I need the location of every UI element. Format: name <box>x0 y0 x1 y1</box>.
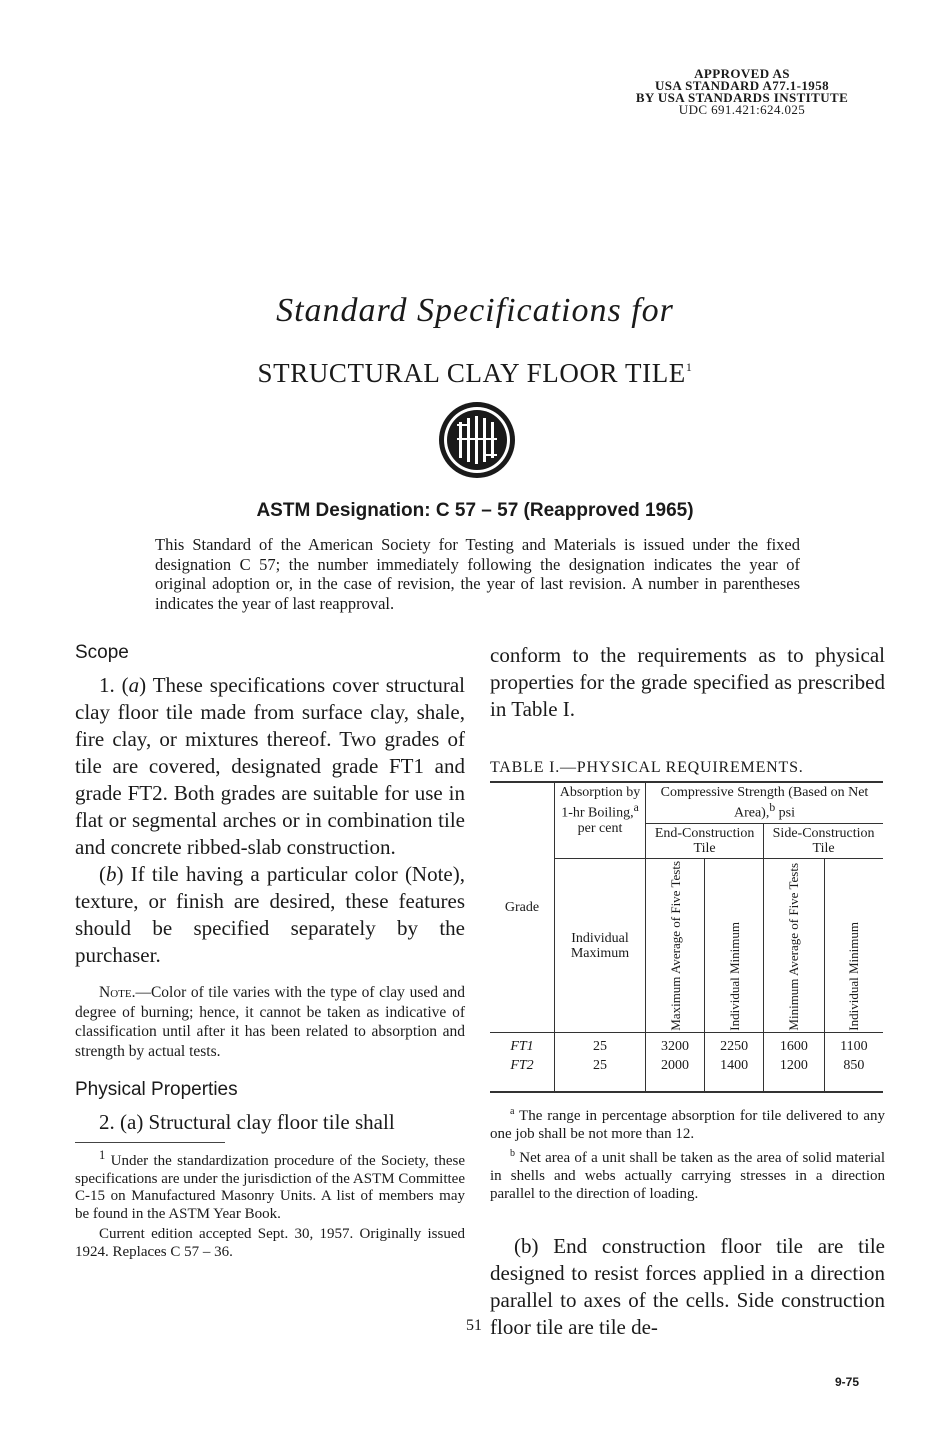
table-footnote-a-text: The range in percentage absorption for tile delivered to any one job shall be not more than 12. <box>490 1108 885 1143</box>
row-1-side-average: 1600 <box>764 1033 825 1057</box>
note-label: Note. <box>99 984 136 1001</box>
end-max-average-header <box>646 858 705 1033</box>
scope-para-a-text: ) These specifications cover structural clay floor tile made from surface clay, shale, fire clay, or mixtures thereof. Two grades of tile are covered, designated grade FT1 and grade FT2. Both grades are suitable for use in flat or segmental arches or in combination tile and concrete ribbed-slab construction. <box>75 673 465 859</box>
note-text: —Color of tile varies with the type of clay used and degree of burning; hence, it cannot be taken as indicative of classification until after it has been related to absorption and strength by actual tests. <box>75 984 465 1060</box>
scope-paragraph-b: (b) If tile having a particular color (Note), texture, or finish are desired, these features should be specified separately by the purchaser. <box>75 862 465 967</box>
intro-paragraph: This Standard of the American Society for Testing and Materials is issued under the fixed designation C 57; the number immediately following the designation indicates the year of original adoption or, in the case of revision, the year of last revision. A number in parentheses indicates the year of last reapproval. <box>155 535 800 613</box>
absorption-header-text: Absorption by 1-hr Boiling, <box>559 785 641 821</box>
footnote-divider <box>75 1142 465 1261</box>
side-min-average-text: Minimum Average of Five Tests <box>786 862 802 1031</box>
row-2-end-individual: 1400 <box>705 1056 764 1092</box>
row-2-end-average: 2000 <box>646 1056 705 1092</box>
udc-code: UDC 691.421:624.025 <box>678 102 806 117</box>
row-2-side-average: 1200 <box>764 1056 825 1092</box>
footnote-edition-text: Current edition accepted Sept. 30, 1957. Originally issued 1924. Replaces C 57 – 36. <box>75 1226 465 1260</box>
right-column <box>490 642 885 1341</box>
table-row <box>490 1056 883 1092</box>
side-min-average-header <box>764 858 825 1033</box>
footnote-edition <box>75 1226 465 1261</box>
table-footnote-a-mark: a <box>510 1106 515 1118</box>
row-1-end-average: 3200 <box>646 1033 705 1057</box>
absorption-header <box>555 782 646 858</box>
side-construction-header: Side-Construction Tile <box>764 823 883 858</box>
absorption-footnote-mark: a <box>633 801 639 814</box>
approval-line-2: USA STANDARD A77.1-1958 <box>654 78 829 93</box>
end-max-average-text: Maximum Average of Five Tests <box>667 860 683 1031</box>
row-1-grade: FT1 <box>490 1033 555 1057</box>
physical-para-2a-start-text: 2. (a) Structural clay floor tile shall <box>99 1110 395 1134</box>
scope-heading: Scope <box>75 642 129 663</box>
table-header-row-1 <box>490 782 883 823</box>
physical-para-2b <box>490 1233 885 1341</box>
row-1-absorption: 25 <box>555 1033 646 1057</box>
table-caption: TABLE I.—PHYSICAL REQUIREMENTS. <box>490 759 804 776</box>
individual-maximum-header: Individual Maximum <box>555 858 646 1033</box>
physical-properties-heading: Physical Properties <box>75 1079 238 1100</box>
page-number: 51 <box>466 1317 482 1334</box>
row-2-absorption: 25 <box>555 1056 646 1092</box>
table-footnote-b <box>490 1145 885 1203</box>
scope-paragraph-a <box>75 672 465 861</box>
row-1-side-individual: 1100 <box>824 1033 883 1057</box>
physical-para-2a-start <box>75 1109 465 1136</box>
physical-para-2a-continued: conform to the requirements as to physical properties for the grade specified as prescribed in Table I. <box>490 643 885 721</box>
grade-header: Grade <box>504 900 540 916</box>
end-individual-minimum-header <box>705 858 764 1033</box>
end-individual-minimum-text: Individual Minimum <box>726 921 742 1031</box>
table-footnote-a <box>490 1103 885 1143</box>
scope-para-a-letter: a <box>128 673 140 697</box>
main-title <box>0 358 950 389</box>
table-row <box>490 1033 883 1057</box>
compressive-unit: psi <box>778 805 796 821</box>
compressive-footnote-mark: b <box>769 801 776 814</box>
main-title-text: STRUCTURAL CLAY FLOOR TILE <box>257 358 686 388</box>
astm-logo-icon <box>437 400 517 480</box>
table-footnote-b-text: Net area of a unit shall be taken as the area of solid material in shells and webs actually carrying stresses in a direction parallel to the direction of loading. <box>490 1150 886 1203</box>
title-footnote-mark: 1 <box>685 360 693 374</box>
scope-para-b-text: ) If tile having a particular color (Note), texture, or finish are desired, these features should be specified separately by the purchaser. <box>75 862 465 967</box>
approval-block <box>612 68 872 116</box>
side-individual-minimum-header <box>824 858 883 1033</box>
compressive-header <box>646 782 884 823</box>
end-construction-header: End-Construction Tile <box>646 823 764 858</box>
standard-title: Standard Specifications for <box>276 292 674 329</box>
row-1-end-individual: 2250 <box>705 1033 764 1057</box>
row-2-grade: FT2 <box>510 1058 534 1074</box>
scope-para-a-num: 1. ( <box>99 673 129 697</box>
physical-requirements-table <box>490 781 883 1093</box>
sheet-id: 9-75 <box>835 1375 860 1389</box>
absorption-unit: per cent <box>577 820 623 836</box>
note-paragraph <box>75 983 465 1061</box>
table-footnote-b-mark: b <box>510 1148 515 1160</box>
approval-line-3: BY USA STANDARDS INSTITUTE <box>635 90 849 105</box>
row-2-side-individual: 850 <box>824 1056 883 1092</box>
footnote-1-mark: 1 <box>99 1148 106 1162</box>
compressive-header-text: Compressive Strength (Based on Net Area), <box>660 785 869 821</box>
footnote-1 <box>75 1147 465 1223</box>
footnote-1-text: Under the standardization procedure of the Society, these specifications are under the jurisdiction of the ASTM Committee C-15 on Manufactured Masonry Units. A list of members may be found in the ASTM Year Book. <box>75 1153 465 1222</box>
scope-para-b-letter: b <box>106 862 117 886</box>
astm-designation: ASTM Designation: C 57 – 57 (Reapproved 1965) <box>256 500 694 521</box>
side-individual-minimum-text: Individual Minimum <box>846 921 862 1031</box>
physical-para-2b-text: (b) End construction floor tile are tile designed to resist forces applied in a direction parallel to axes of the cells. Side construction floor tile are tile de- <box>490 1234 885 1340</box>
approval-line-1: APPROVED AS <box>694 66 790 81</box>
left-column <box>75 642 465 1261</box>
